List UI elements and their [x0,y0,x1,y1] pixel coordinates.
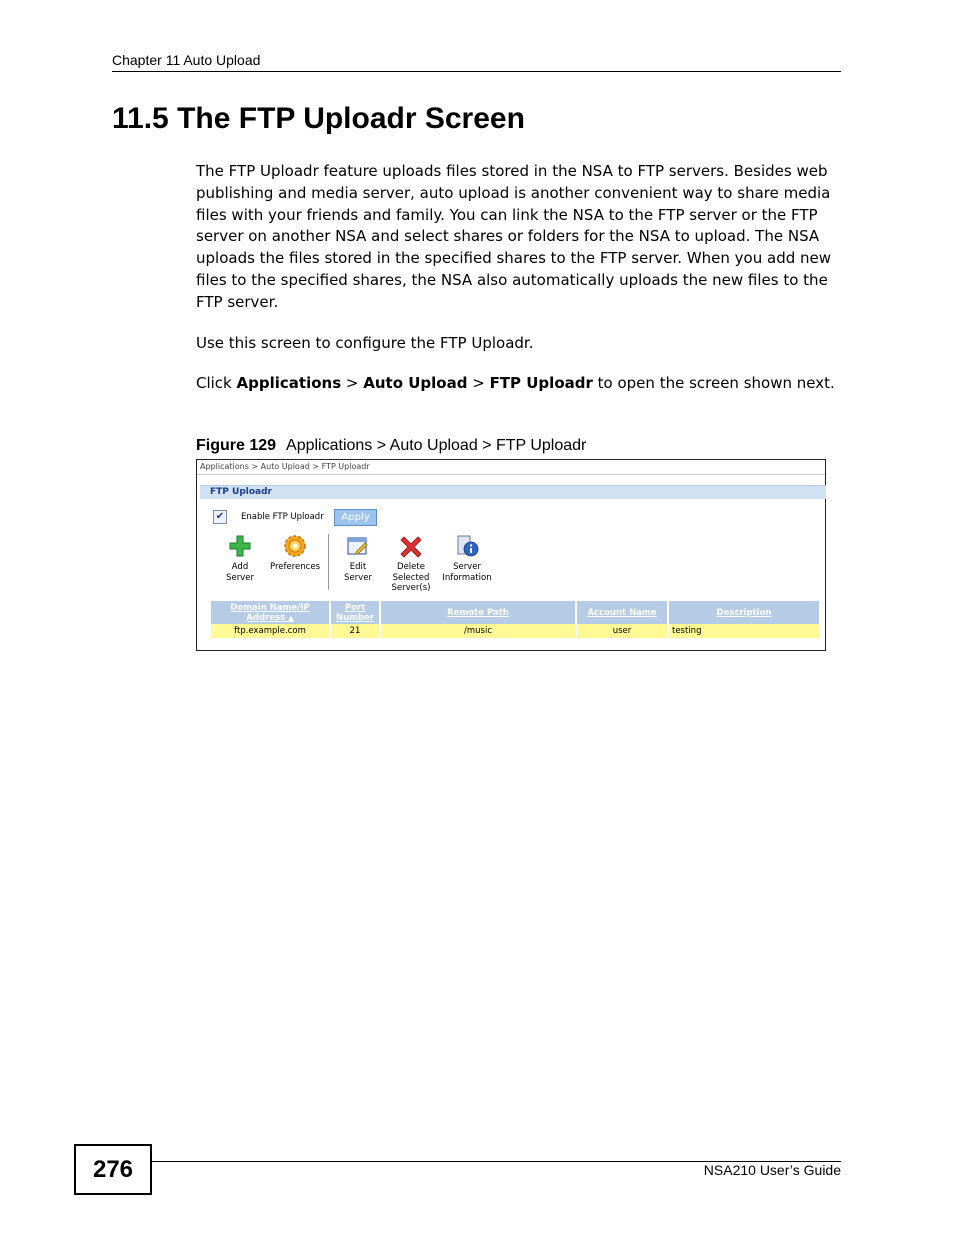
figure-caption [196,437,586,455]
sort-ascending-icon: ▲ [288,613,294,622]
edit-icon [346,534,370,558]
page-number: 276 [74,1144,152,1195]
nav-separator: > [341,374,364,392]
table-header-row [211,601,819,624]
nav-auto-upload: Auto Upload [363,374,468,392]
table-row[interactable] [211,624,819,638]
figure-label: Figure 129 [196,437,277,454]
port-cell: 21 [330,624,380,638]
enable-row [213,510,513,526]
add-icon [228,534,252,558]
nav-separator: > [467,374,490,392]
toolbar-separator [328,534,329,590]
domain-header-label: Domain Name/IP Address [230,602,310,623]
edit-server-button[interactable] [339,534,377,583]
remote-path-column-header[interactable]: Remote Path [380,601,576,624]
nav-ftp-uploadr: FTP Uploadr [489,374,593,392]
domain-cell: ftp.example.com [211,624,330,638]
apply-button[interactable]: Apply [334,509,377,526]
server-information-label: Server Information [442,562,492,583]
enable-label: Enable FTP Uploadr [241,512,324,522]
remote-path-cell: /music [380,624,576,638]
preferences-label: Preferences [270,562,320,572]
screen-title: FTP Uploadr [210,487,272,497]
account-column-header[interactable]: Account Name [576,601,668,624]
edit-server-label: Edit Server [344,562,372,583]
enable-checkbox[interactable]: ✔ [213,510,227,524]
intro-paragraph: The FTP Uploadr feature uploads files stored in the NSA to FTP servers. Besides web publishing and media server, auto upload is another convenient way to share media files with your friends and family. You can link the NSA to the FTP server or the FTP server on another NSA and select shares or folders for the NSA to upload. The NSA uploads the files stored in the specified shares to the FTP server. When you add new files to the specified shares, the NSA also automatically uploads the new files to the FTP server. [196,162,832,311]
add-server-label: Add Server [226,562,254,583]
delete-icon [399,534,423,558]
guide-title: NSA210 User’s Guide [703,1162,841,1178]
navigation-paragraph [196,373,846,395]
nav-applications: Applications [236,374,342,392]
ftp-server-table [211,601,819,638]
domain-column-header[interactable] [211,601,330,624]
nav-text-prefix: Click [196,374,237,392]
description-cell: testing [668,624,819,638]
chapter-header: Chapter 11 Auto Upload [112,52,261,68]
add-server-button[interactable] [221,534,259,583]
breadcrumb-divider [197,474,825,475]
info-icon [455,534,479,558]
nav-text-suffix: to open the screen shown next. [592,374,835,392]
preferences-button[interactable] [267,534,323,573]
usage-paragraph: Use this screen to configure the FTP Uploadr. [196,334,534,352]
header-rule [112,71,841,72]
screen-breadcrumb: Applications > Auto Upload > FTP Uploadr [200,462,370,471]
server-information-button[interactable] [437,534,497,583]
account-cell: user [576,624,668,638]
section-title: 11.5 The FTP Uploadr Screen [112,102,525,135]
port-column-header[interactable]: Port Number [330,601,380,624]
figure-caption-text: Applications > Auto Upload > FTP Uploadr [286,437,587,454]
screen-title-bar [200,485,826,499]
delete-servers-label: Delete Selected Server(s) [391,562,431,593]
delete-servers-button[interactable] [385,534,437,594]
gear-icon [283,534,307,558]
ftp-uploadr-screenshot [196,459,826,651]
description-column-header[interactable]: Description [668,601,819,624]
